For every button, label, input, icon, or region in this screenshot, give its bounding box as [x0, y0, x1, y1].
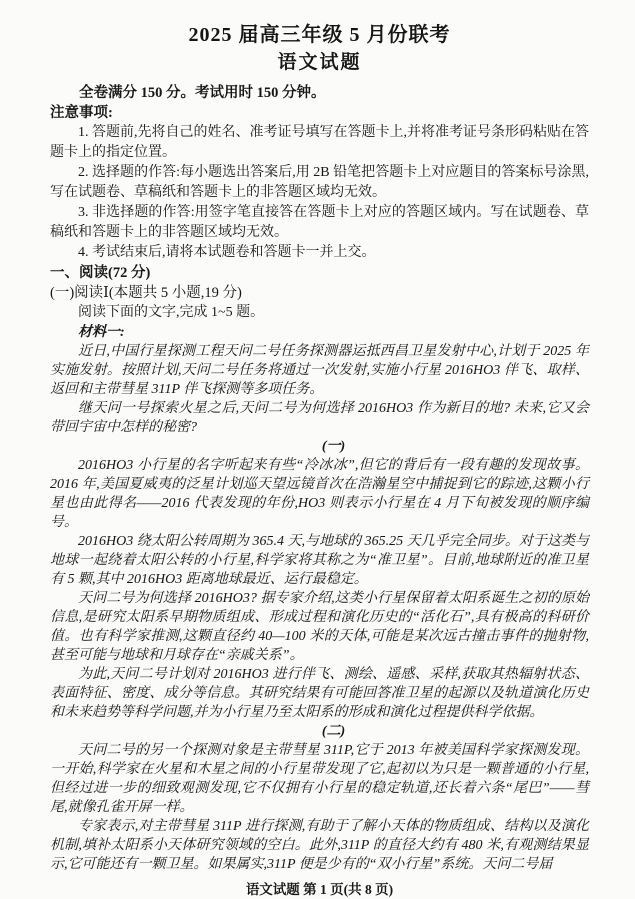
part-one-label: (一): [321, 439, 346, 454]
note-item-1: 1. 答题前,先将自己的姓名、准考证号填写在答题卡上,并将准考证号条形码粘贴在答题卡上的指定位置。: [50, 125, 589, 160]
page-footer: 语文试题 第 1 页(共 8 页): [245, 882, 394, 897]
part-two-paragraph-2: 专家表示,对主带彗星 311P 进行探测,有助于了解小天体的物质组成、结构以及演化机制,填补太阳系小天体研究领域的空白。此外,311P 的直径大约有 480 米,有观测结果显示,它可能还有一颗卫星。如果属实,311P 便是少有的“双小行星”系统。天问二号届: [50, 819, 589, 872]
note-item-4: 4. 考试结束后,请将本试题卷和答题卡一并上交。: [78, 245, 376, 260]
exam-summary: 全卷满分 150 分。考试用时 150 分钟。: [79, 85, 326, 101]
part-one-paragraph-2: 2016HO3 绕太阳公转周期为 365.4 天,与地球的 365.25 天几乎完全同步。对于这类与地球一起绕着太阳公转的小行星,科学家将其称之为“准卫星”。目前,地球附近的准卫星有 5 颗,其中 2016HO3 距离地球最近、运行最稳定。: [50, 534, 589, 587]
part-one-paragraph-3: 天问二号为何选择 2016HO3? 据专家介绍,这类小行星保留着太阳系诞生之初的原始信息,是研究太阳系早期物质组成、形成过程和演化历史的“活化石”,具有极高的科研价值。也有科学家推测,这颗直径约 40—100 米的天体,可能是某次远古撞击事件的抛射物,甚至可能与地球和月球存在“亲戚关系”。: [50, 591, 589, 663]
notes-heading: 注意事项:: [50, 105, 113, 121]
note-item-2: 2. 选择题的作答:每小题选出答案后,用 2B 铅笔把答题卡上对应题目的答案标号涂黑,写在试题卷、草稿纸和答题卡上的非答题区域均无效。: [50, 165, 589, 200]
part-one-paragraph-4: 为此,天问二号计划对 2016HO3 进行伴飞、测绘、遥感、采样,获取其热辐射状态、表面特征、密度、成分等信息。其研究结果有可能回答准卫星的起源以及轨道演化历史和未来趋势等科学问题,并为小行星乃至太阳系的形成和演化过程提供科学依据。: [50, 667, 589, 720]
part-two-paragraph-1: 天问二号的另一个探测对象是主带彗星 311P,它于 2013 年被美国科学家探测发现。一开始,科学家在火星和木星之间的小行星带发现了它,起初以为只是一颗普通的小行星,但经过进一步的细致观测发现,它不仅拥有小行星的稳定轨道,还长着六条“尾巴”——彗尾,就像孔雀开屏一样。: [50, 743, 589, 815]
subsection-heading-reading-1: (一)阅读Ⅰ(本题共 5 小题,19 分): [50, 285, 242, 301]
intro-paragraph-1: 近日,中国行星探测工程天问二号任务探测器运抵西昌卫星发射中心,计划于 2025 年实施发射。按照计划,天问二号任务将通过一次发射,实施小行星 2016HO3 伴飞、取样、返回和主带彗星 311P 伴飞探测等多项任务。: [50, 344, 589, 397]
part-one-paragraph-1: 2016HO3 小行星的名字听起来有些“冷冰冰”,但它的背后有一段有趣的发现故事。2016 年,美国夏威夷的泛星计划巡天望远镜首次在浩瀚星空中捕捉到它的踪迹,这颗小行星也由此得名——2016 代表发现的年份,HO3 则表示小行星在 4 月下旬被发现的顺序编号。: [50, 458, 589, 530]
exam-subject: 语文试题: [277, 52, 362, 73]
reading-passage: [50, 342, 589, 874]
material-one-label: 材料一:: [78, 325, 125, 340]
note-item-3: 3. 非选择题的作答:用签字笔直接答在答题卡上对应的答题区域内。写在试题卷、草稿纸和答题卡上的非答题区域均无效。: [50, 205, 589, 240]
reading-instruction: 阅读下面的文字,完成 1~5 题。: [78, 305, 265, 320]
part-two-label: (二): [321, 724, 346, 739]
exam-title: 2025 届高三年级 5 月份联考: [188, 24, 451, 46]
intro-paragraph-2: 继天问一号探索火星之后,天问二号为何选择 2016HO3 作为新目的地? 未来,它又会带回宇宙中怎样的秘密?: [50, 401, 589, 435]
section-heading-reading: 一、阅读(72 分): [50, 265, 151, 281]
